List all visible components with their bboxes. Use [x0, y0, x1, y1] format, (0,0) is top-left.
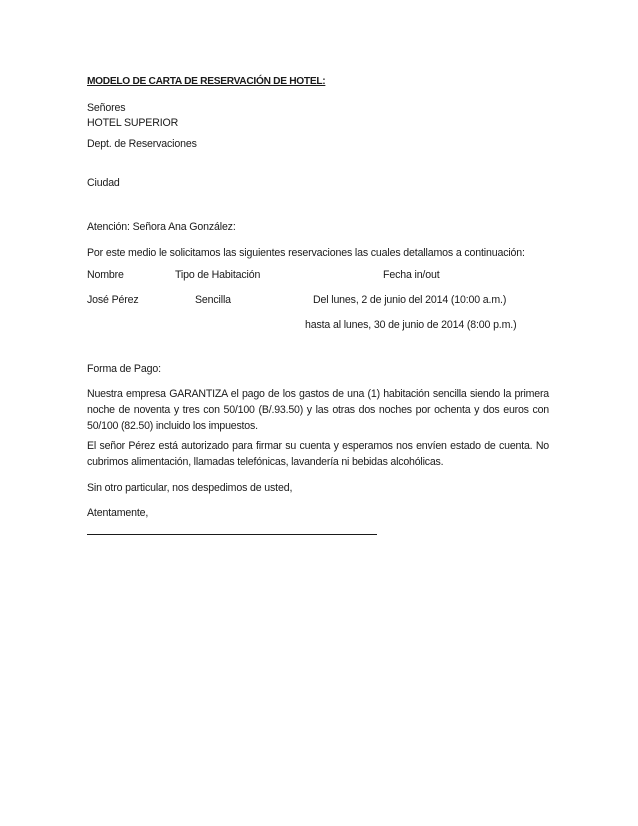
- salutation: Señores: [87, 102, 126, 114]
- table-header-room-type: Tipo de Habitación: [175, 269, 261, 281]
- table-header-name: Nombre: [87, 269, 124, 281]
- date-to: hasta al lunes, 30 de junio de 2014 (8:00 p.m.): [305, 319, 517, 331]
- date-from: Del lunes, 2 de junio del 2014 (10:00 a.m.): [313, 294, 507, 306]
- letter-title: MODELO DE CARTA DE RESERVACIÓN DE HOTEL:: [87, 76, 326, 87]
- city: Ciudad: [87, 177, 120, 189]
- guest-name: José Pérez: [87, 294, 139, 306]
- intro-text: Por este medio le solicitamos las siguientes reservaciones las cuales detallamos a continuación:: [87, 247, 525, 259]
- payment-paragraph: Nuestra empresa GARANTIZA el pago de los gastos de una (1) habitación sencilla siendo la primera noche de noventa y tres con 50/100 (B/.93.50) y las otras dos noches por ochenta y dos euros con 50/100 (82.50) incluido los impuestos.: [87, 388, 549, 432]
- hotel-name: HOTEL SUPERIOR: [87, 117, 179, 129]
- sign-off: Atentamente,: [87, 507, 149, 519]
- payment-heading: Forma de Pago:: [87, 363, 161, 375]
- signature-line: [87, 534, 377, 535]
- department: Dept. de Reservaciones: [87, 138, 197, 150]
- table-header-dates: Fecha in/out: [383, 269, 440, 281]
- closing-text: Sin otro particular, nos despedimos de usted,: [87, 482, 293, 494]
- authorization-paragraph: El señor Pérez está autorizado para firmar su cuenta y esperamos nos envíen estado de cuenta. No cubrimos alimentación, llamadas telefónicas, lavandería ni bebidas alcohólicas.: [87, 440, 549, 468]
- room-type: Sencilla: [195, 294, 231, 306]
- attention-line: Atención: Señora Ana González:: [87, 221, 236, 233]
